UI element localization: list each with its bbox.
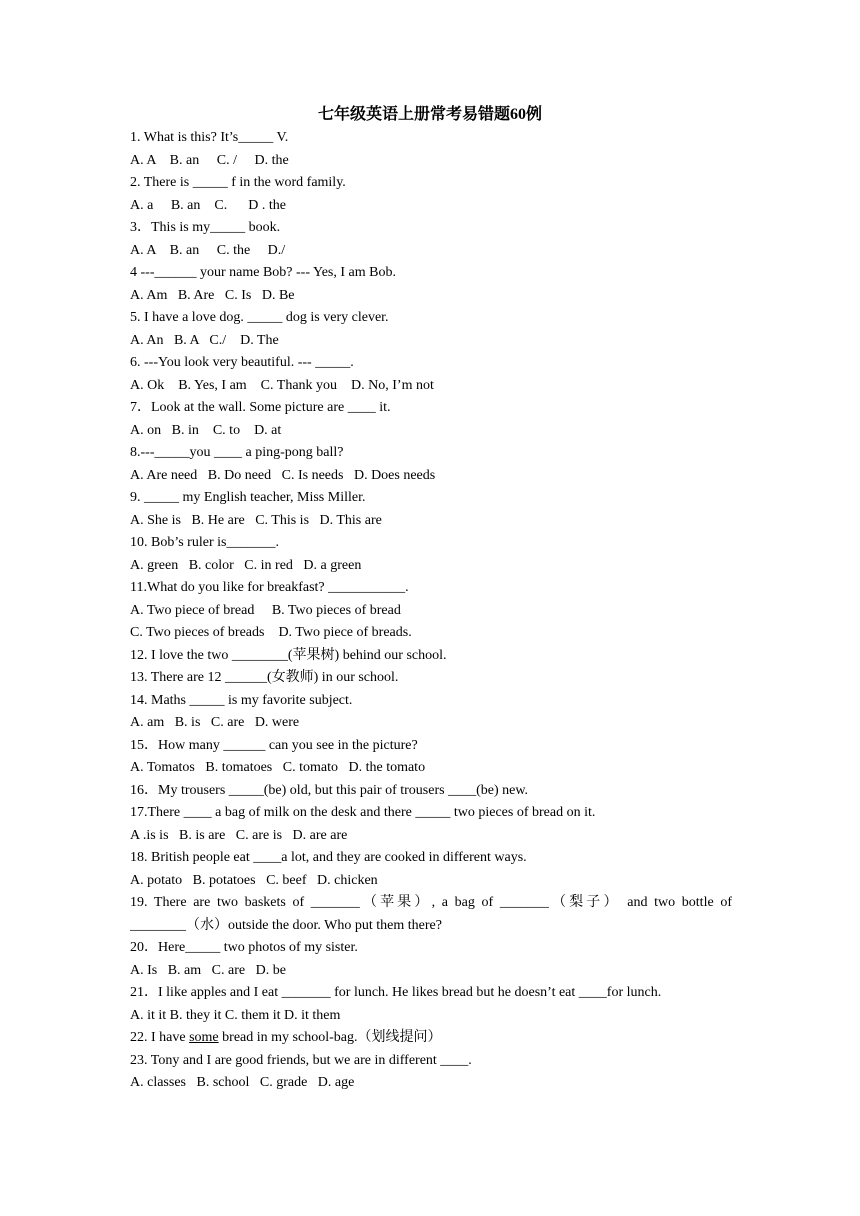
options-line: A. a B. an C. D . the (130, 197, 286, 213)
question-line: 9. _____ my English teacher, Miss Miller. (130, 490, 366, 505)
options-line: A. Ok B. Yes, I am C. Thank you D. No, I’m not (130, 377, 434, 393)
question-list (130, 127, 732, 1095)
options-line: A. it it B. they it C. them it D. it them (130, 1007, 341, 1023)
question-line: 5. I have a love dog. _____ dog is very clever. (130, 310, 389, 325)
options-line: A. on B. in C. to D. at (130, 422, 282, 438)
options-line: A. Two piece of bread B. Two pieces of bread (130, 602, 401, 618)
options-line: A. classes B. school C. grade D. age (130, 1075, 355, 1090)
options-line: A. potato B. potatoes C. beef D. chicken (130, 872, 378, 888)
question-line: 8.---_____you ____ a ping-pong ball? (130, 445, 344, 460)
question-line: 16．My trousers _____(be) old, but this pair of trousers ____(be) new. (130, 782, 529, 798)
options-line: A. A B. an C. the D./ (130, 242, 286, 258)
question-line-continued: ________（水）outside the door. Who put them there? (130, 917, 442, 933)
question-line: 21．I like apples and I eat _______ for lunch. He likes bread but he doesn’t eat ____for lunch. (130, 985, 662, 1000)
question-line: 19. There are two baskets of _______（苹果）, a bag of _______（梨子） and two bottle of (130, 895, 732, 910)
options-line: A .is is B. is are C. are is D. are are (130, 827, 348, 843)
question-line: 12. I love the two ________(苹果树) behind our school. (130, 647, 447, 663)
question-line: 11.What do you like for breakfast? ___________. (130, 580, 409, 595)
options-line: A. She is B. He are C. This is D. This are (130, 512, 382, 528)
question-line: 2. There is _____ f in the word family. (130, 175, 346, 190)
options-line: A. green B. color C. in red D. a green (130, 557, 362, 573)
options-line: C. Two pieces of breads D. Two piece of breads. (130, 625, 412, 640)
question-line: 20．Here_____ two photos of my sister. (130, 940, 358, 955)
options-line: A. Are need B. Do need C. Is needs D. Does needs (130, 467, 436, 483)
options-line: A. A B. an C. / D. the (130, 152, 289, 168)
question-line: 6. ---You look very beautiful. --- _____. (130, 355, 354, 370)
options-line: A. am B. is C. are D. were (130, 715, 300, 730)
question-line: 13. There are 12 ______(女教师) in our school. (130, 670, 399, 685)
underlined-word: some (189, 1030, 219, 1045)
question-line: 17.There ____ a bag of milk on the desk and there _____ two pieces of bread on it. (130, 805, 596, 820)
question-line: 14. Maths _____ is my favorite subject. (130, 692, 353, 708)
question-line: 18. British people eat ____a lot, and they are cooked in different ways. (130, 850, 527, 865)
question-line: 1. What is this? It’s_____ V. (130, 130, 289, 145)
options-line: A. Is B. am C. are D. be (130, 962, 286, 978)
question-line: 23. Tony and I are good friends, but we are in different ____. (130, 1052, 472, 1068)
question-line: 10. Bob’s ruler is_______. (130, 535, 279, 550)
options-line: A. Tomatos B. tomatoes C. tomato D. the tomato (130, 760, 426, 775)
document-title: 七年级英语上册常考易错题60例 (317, 106, 542, 123)
options-line: A. Am B. Are C. Is D. Be (130, 287, 295, 303)
question-text: 22. I have (130, 1030, 190, 1045)
question-text: bread in my school-bag.（划线提问） (218, 1030, 442, 1045)
question-line: 7．Look at the wall. Some picture are ____ it. (130, 400, 391, 415)
question-line: 4 ---______ your name Bob? --- Yes, I am Bob. (130, 265, 396, 280)
options-line: A. An B. A C./ D. The (130, 332, 279, 348)
question-line: 15．How many ______ can you see in the picture? (130, 737, 418, 753)
question-line (130, 1027, 732, 1050)
question-line: 3．This is my_____ book. (130, 220, 281, 235)
